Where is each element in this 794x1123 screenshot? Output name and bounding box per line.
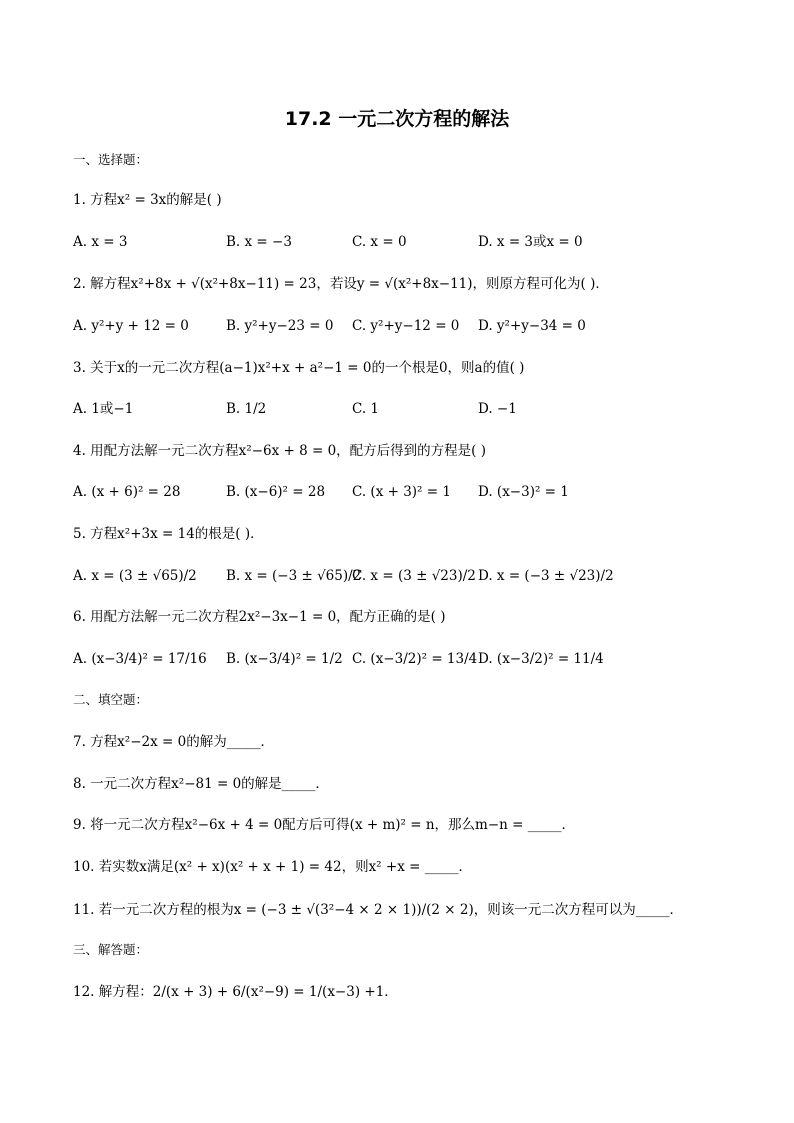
q6-option-a: A. (x−3/4)² = 17/16 <box>73 651 207 667</box>
q1-option-a: A. x = 3 <box>73 234 128 250</box>
q2-option-a: A. y²+y + 12 = 0 <box>73 318 189 334</box>
question-5: 5. 方程x²+3x = 14的根是( )． <box>73 526 264 542</box>
q4-option-c: C. (x + 3)² = 1 <box>352 484 451 500</box>
q5-option-b: B. x = (−3 ± √65)/2 <box>226 568 362 584</box>
q2-option-b: B. y²+y−23 = 0 <box>226 318 334 334</box>
q1-option-c: C. x = 0 <box>352 234 407 250</box>
question-4: 4. 用配方法解一元二次方程x²−6x + 8 = 0，配方后得到的方程是( ) <box>73 443 487 459</box>
q1-option-b: B. x = −3 <box>226 234 292 250</box>
q4-option-a: A. (x + 6)² = 28 <box>73 484 181 500</box>
question-3: 3. 关于x的一元二次方程(a−1)x²+x + a²−1 = 0的一个根是0，则a的值( ) <box>73 360 525 376</box>
section-heading-fill: 二、填空题： <box>73 692 149 707</box>
q5-option-a: A. x = (3 ± √65)/2 <box>73 568 197 584</box>
q1-option-d: D. x = 3或x = 0 <box>478 234 583 250</box>
q3-option-d: D. −1 <box>478 401 517 417</box>
section-heading-choice: 一、选择题： <box>73 152 149 167</box>
question-1: 1. 方程x² = 3x的解是( ) <box>73 192 222 208</box>
question-7: 7. 方程x²−2x = 0的解为_____． <box>73 734 274 750</box>
question-11: 11. 若一元二次方程的根为x = (−3 ± √(3²−4 × 2 × 1))/(2 × 2)，则该一元二次方程可以为_____． <box>73 902 684 918</box>
q4-option-d: D. (x−3)² = 1 <box>478 484 569 500</box>
q2-option-d: D. y²+y−34 = 0 <box>478 318 586 334</box>
q3-option-a: A. 1或−1 <box>73 401 134 417</box>
question-9: 9. 将一元二次方程x²−6x + 4 = 0配方后可得(x + m)² = n，那么m−n = _____． <box>73 817 575 833</box>
q6-option-c: C. (x−3/2)² = 13/4 <box>352 651 478 667</box>
section-heading-solve: 三、解答题： <box>73 942 149 957</box>
question-2: 2. 解方程x²+8x + √(x²+8x−11) = 23，若设y = √(x²+8x−11)，则原方程可化为( )． <box>73 276 609 292</box>
q2-option-c: C. y²+y−12 = 0 <box>352 318 460 334</box>
q4-option-b: B. (x−6)² = 28 <box>226 484 326 500</box>
q3-option-b: B. 1/2 <box>226 401 267 417</box>
q3-option-c: C. 1 <box>352 401 380 417</box>
question-10: 10. 若实数x满足(x² + x)(x² + x + 1) = 42，则x² +x = _____． <box>73 859 472 875</box>
q6-option-b: B. (x−3/4)² = 1/2 <box>226 651 343 667</box>
question-6: 6. 用配方法解一元二次方程2x²−3x−1 = 0，配方正确的是( ) <box>73 609 446 625</box>
q5-option-d: D. x = (−3 ± √23)/2 <box>478 568 614 584</box>
q6-option-d: D. (x−3/2)² = 11/4 <box>478 651 604 667</box>
q5-option-c: C. x = (3 ± √23)/2 <box>352 568 476 584</box>
question-8: 8. 一元二次方程x²−81 = 0的解是_____． <box>73 776 329 792</box>
page-title: 17.2 一元二次方程的解法 <box>284 108 510 130</box>
question-12: 12. 解方程：2/(x + 3) + 6/(x²−9) = 1/(x−3) +1． <box>73 984 398 1000</box>
